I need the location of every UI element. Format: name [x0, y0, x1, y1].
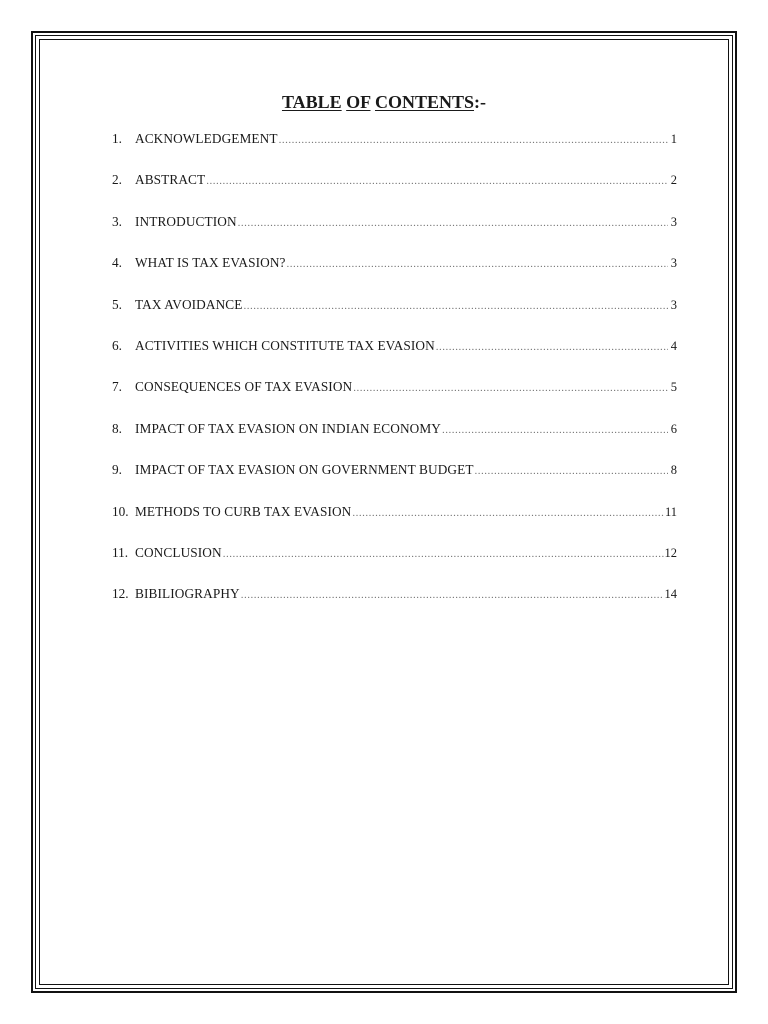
toc-entry-label: CONCLUSION [135, 544, 222, 560]
toc-entry [112, 376, 677, 417]
toc-entry-page: 2 [670, 173, 677, 188]
toc-entry-number: 5. [112, 296, 122, 312]
toc-entry [112, 252, 677, 293]
toc-entry-number: 4. [112, 255, 122, 271]
toc-entry-page: 5 [670, 380, 677, 395]
toc-entry [112, 294, 677, 335]
toc-title [0, 92, 768, 113]
toc-entry [112, 128, 677, 169]
toc-entry [112, 211, 677, 252]
title-word-of: OF [346, 92, 371, 112]
toc-entry-number: 7. [112, 379, 122, 395]
toc-entry-number: 1. [112, 131, 122, 146]
title-word-contents: CONTENTS [374, 92, 475, 112]
toc-entry-label: BIBILIOGRAPHY [135, 586, 240, 602]
dot-leader [352, 502, 664, 524]
toc-entry-page: 6 [670, 421, 677, 436]
toc-entry-number: 9. [112, 462, 122, 478]
toc-entry-label: METHODS TO CURB TAX EVASION [135, 503, 352, 519]
toc-entry-label: IMPACT OF TAX EVASION ON GOVERNMENT BUDGET [135, 462, 474, 478]
toc-entry [112, 335, 677, 376]
toc-entry [112, 583, 677, 624]
dot-leader [279, 129, 668, 151]
dot-leader [353, 377, 668, 399]
title-suffix: :- [474, 92, 487, 112]
toc-entry-label: IMPACT OF TAX EVASION ON INDIAN ECONOMY [135, 420, 441, 436]
toc-list [112, 128, 677, 625]
toc-entry-label: INTRODUCTION [135, 213, 237, 229]
toc-entry [112, 418, 677, 459]
toc-entry-page: 3 [670, 256, 677, 271]
toc-entry [112, 501, 677, 542]
dot-leader [223, 543, 664, 565]
dot-leader [241, 584, 664, 606]
toc-entry-number: 10. [112, 503, 129, 519]
toc-entry-page: 14 [664, 587, 677, 602]
toc-entry-page: 1 [670, 132, 677, 146]
dot-leader [475, 460, 668, 482]
toc-entry-number: 2. [112, 172, 122, 188]
dot-leader [238, 212, 668, 234]
toc-entry-page: 3 [670, 214, 677, 229]
toc-entry-page: 11 [664, 504, 677, 519]
toc-entry-page: 4 [670, 338, 677, 353]
dot-leader [442, 419, 668, 441]
toc-entry-page: 8 [670, 463, 677, 478]
toc-entry-number: 8. [112, 420, 122, 436]
toc-entry-label: WHAT IS TAX EVASION? [135, 255, 286, 271]
dot-leader [243, 295, 668, 317]
dot-leader [206, 170, 668, 192]
toc-entry [112, 542, 677, 583]
dot-leader [287, 253, 668, 275]
toc-entry-label: ACKNOWLEDGEMENT [135, 131, 278, 146]
toc-entry-number: 11. [112, 544, 129, 560]
title-word-table: TABLE [281, 92, 342, 112]
toc-entry-page: 12 [664, 545, 677, 560]
toc-entry [112, 169, 677, 210]
toc-entry-page: 3 [670, 297, 677, 312]
toc-entry-number: 6. [112, 337, 122, 353]
toc-entry-label: TAX AVOIDANCE [135, 296, 243, 312]
dot-leader [436, 336, 668, 358]
toc-entry-label: ABSTRACT [135, 172, 206, 188]
toc-entry-label: ACTIVITIES WHICH CONSTITUTE TAX EVASION [135, 337, 435, 353]
toc-entry [112, 459, 677, 500]
toc-entry-number: 12. [112, 586, 129, 602]
toc-entry-label: CONSEQUENCES OF TAX EVASION [135, 379, 353, 395]
toc-entry-number: 3. [112, 213, 122, 229]
